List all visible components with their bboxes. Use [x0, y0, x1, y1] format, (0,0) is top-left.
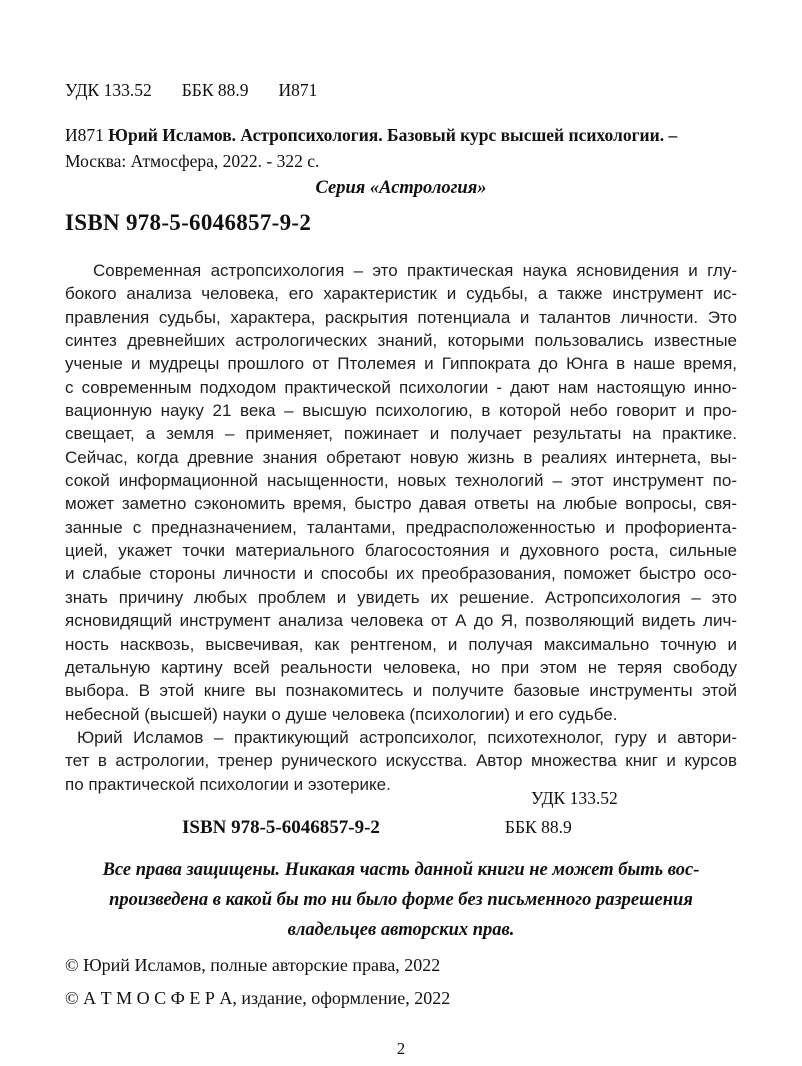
copyright-publisher-line: © А Т М О С Ф Е Р А, издание, оформление, 2022 — [65, 987, 451, 1008]
catalog-entry-code: И871 — [65, 125, 104, 145]
rights-notice: Все права защищены. Никакая часть данной книги не может быть вос- произведена в какой бы то ни было форме без письменного разрешения владельцев авторских прав. — [102, 859, 700, 940]
publication-info: Москва: Атмосфера, 2022. - 322 с. — [65, 151, 320, 171]
bbk-code: ББК 88.9 — [181, 80, 249, 100]
udk-code: УДК 133.52 — [65, 80, 152, 100]
annotation-paragraph: Современная астропсихология – это практическая наука ясновидения и глу- бокого анализа человека, его характеристик и судьбы, а также инструмент ис- правления судьбы, характера, раскрытия потенциала и талантов личности. Это синтез древнейших астрологических знаний, которыми пользовались известные ученые и мудрецы прошлого от Птолемея и Гиппократа до Юнга в наше время, с современным подходом практической психологии - дают нам настоящую инно- вационную науку 21 века – высшую психологию, в которой небо говорит и про- свещает, а земля – применяет, пожинает и получает результаты на практике. Сейчас, когда древние знания обретают новую жизнь в реалиях интернета, вы- сокой информационной насыщенности, новых технологий – этот инструмент по- может заметно сэкономить время, быстро давая ответы на любые вопросы, свя- занные с предназначением, талантами, предрасположенностью и профориента- цией, укажет точки материального благосостояния и духовного роста, сильные и слабые стороны личности и способы их преобразования, поможет быстро осо- знать причину любых проблем и увидеть их решение. Астропсихология – это ясновидящий инструмент анализа человека от А до Я, позволяющий видеть лич- ность насквозь, высвечивая, как рентгеном, и получая максимально точную и детальную картину всей реальности человека, но при этом не теряя свободу выбора. В этой книге вы познакомитесь и получите базовые инструменты этой небесной (высшей) науки о душе человека (психологии) и его судьбе. — [65, 261, 737, 724]
isbn-heading: ISBN 978-5-6046857-9-2 — [65, 210, 312, 235]
colophon-block — [65, 784, 737, 842]
book-title: Юрий Исламов. Астропсихология. Базовый курс высшей психологии. – — [108, 125, 678, 145]
colophon-udk: УДК 133.52 — [531, 787, 618, 808]
classification-codes — [65, 80, 737, 100]
author-sign-code: И871 — [278, 80, 318, 100]
page-number: 2 — [396, 1038, 406, 1058]
catalog-entry — [65, 122, 737, 174]
series-title: Серия «Астрология» — [315, 178, 487, 198]
colophon-bbk: ББК 88.9 — [504, 816, 572, 837]
colophon-isbn: ISBN 978-5-6046857-9-2 — [182, 816, 380, 838]
author-bio-paragraph: Юрий Исламов – практикующий астропсихолог, психотехнолог, гуру и автори- тет в астрологии, тренер рунического искусства. Автор множества книг и курсов по практической психологии и эзотерике. — [65, 727, 737, 794]
copyright-author-line: © Юрий Исламов, полные авторские права, 2022 — [65, 954, 441, 975]
copyright-block — [65, 949, 737, 1015]
